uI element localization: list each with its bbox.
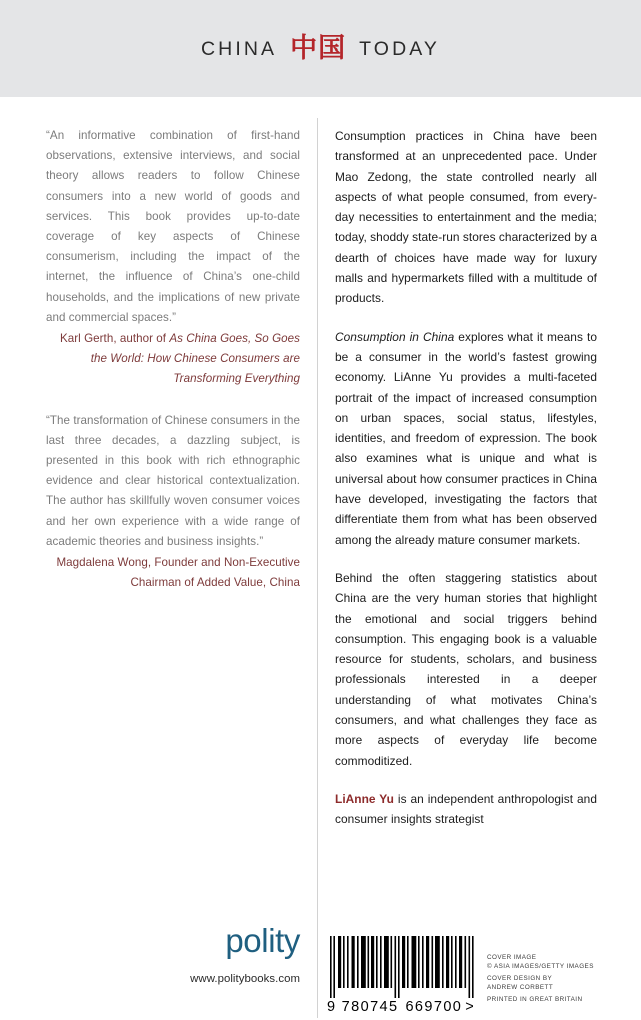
description-paragraph-2 bbox=[335, 327, 597, 550]
publisher-logo: polity bbox=[225, 922, 300, 959]
series-title-today: TODAY bbox=[359, 38, 441, 60]
credits-line: COVER IMAGE bbox=[487, 954, 537, 961]
description-paragraph-1: Consumption practices in China have been transformed at an unprecedented pace. Under Mao Zedong, the state controlled nearly all aspects of what people consumed, from every-day necessities to entertainment and the media; today, shoddy state-run stores characterized by a dearth of choices have made way for luxury malls and hypermarkets filled with a multitude of products. bbox=[335, 129, 597, 306]
blurbs-column bbox=[46, 126, 300, 614]
barcode-bars-icon bbox=[327, 936, 479, 998]
blurb-quote: “An informative combination of first-hand observations, extensive interviews, and social theory allows readers to follow Chinese consumers into a new world of goods and services. This book provides up-to-date coverage of key aspects of Chinese consumerism, including the impact of the internet, the influence of China’s one-child households, and the implications of new private and commercial spaces.” bbox=[46, 129, 300, 324]
book-title-italic: Consumption in China bbox=[335, 329, 455, 344]
series-title-china: CHINA bbox=[200, 38, 278, 60]
cover-credits bbox=[487, 954, 637, 1005]
blurb-attribution-title: As China Goes, So Goes the World: How Chinese Consumers are Transforming Everything bbox=[90, 332, 300, 386]
blurb-block bbox=[46, 411, 300, 594]
publisher-website-url: www.politybooks.com bbox=[190, 973, 300, 985]
credits-line: ANDREW CORBETT bbox=[487, 983, 554, 991]
isbn-group-2: 669700 bbox=[405, 999, 463, 1015]
description-paragraph-2-rest: explores what it means to be a consumer in the world’s fastest growing economy. LiAnne Yu provides a multi-faceted portrait of the impact of increased consumption on urban spaces, social status, lifestyles, identities, and freedom of expression. The book also examines what is unique and what is universal about how consumer practices in China have developed, investigating the factors that differentiate them from what has been observed among the already mature consumer markets. bbox=[335, 329, 597, 547]
blurb-attribution bbox=[46, 553, 300, 593]
blurb-quote: “The transformation of Chinese consumers in the last three decades, a dazzling subject, is presented in this book with rich ethnographic evidence and clear historical contextualization. The author has skillfully woven consumer voices and her own experience with a wide range of academic theories and business insights.” bbox=[46, 413, 300, 548]
description-column bbox=[335, 126, 597, 848]
series-header-band bbox=[0, 0, 641, 97]
series-title bbox=[200, 33, 441, 64]
credits-line: COVER DESIGN BY bbox=[487, 975, 553, 983]
blurb-attribution bbox=[46, 329, 300, 390]
credits-group-print bbox=[487, 996, 637, 1005]
blurb-block bbox=[46, 126, 300, 390]
series-title-chinese-characters: 中国 bbox=[290, 33, 347, 64]
author-bio bbox=[335, 789, 597, 830]
isbn-tail-marker: > bbox=[465, 999, 475, 1015]
credits-group-design bbox=[487, 975, 637, 992]
author-name: LiAnne Yu bbox=[335, 791, 394, 806]
author-bio-rest: is an independent anthropologist and consumer insights strategist bbox=[335, 791, 597, 827]
blurb-attribution-author: Magdalena Wong, Founder and Non-Executive Chairman of Added Value, China bbox=[56, 556, 300, 590]
credits-group-image bbox=[487, 954, 637, 971]
isbn-group-1: 780745 bbox=[341, 999, 399, 1015]
isbn-lead-digit: 9 bbox=[327, 999, 336, 1015]
blurb-attribution-author: Karl Gerth, author of bbox=[59, 332, 170, 346]
credits-line: PRINTED IN GREAT BRITAIN bbox=[487, 996, 583, 1004]
column-divider bbox=[317, 118, 318, 1018]
description-paragraph-3: Behind the often staggering statistics about China are the very human stories that highlight the emotional and social triggers behind consumption. This engaging book is a valuable resource for students, scholars, and business professionals interested in a deeper understanding of what motivates China’s consumers, and what challenges they face as more aspects of everyday life become commoditized. bbox=[335, 570, 597, 768]
isbn-barcode bbox=[327, 936, 479, 1015]
isbn-digits bbox=[327, 999, 479, 1015]
credits-line: © ASIA IMAGES/GETTY IMAGES bbox=[487, 962, 594, 970]
